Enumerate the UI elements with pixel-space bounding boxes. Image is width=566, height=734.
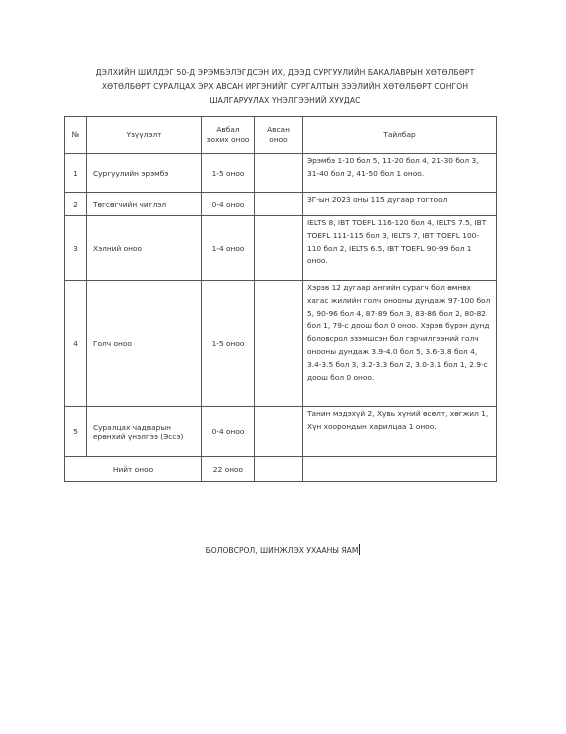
table-total-row	[65, 457, 497, 482]
total-note	[303, 457, 497, 482]
row-max-score: 1-5 оноо	[202, 281, 255, 407]
row-criteria: Сургуулийн эрэмбэ	[87, 154, 202, 193]
row-no: 5	[65, 407, 87, 457]
row-note: ЗГ-ын 2023 оны 115 дугаар тогтоол	[303, 193, 497, 216]
row-max-score: 1-4 оноо	[202, 216, 255, 281]
row-max-score: 0-4 оноо	[202, 407, 255, 457]
footer-text: БОЛОВСРОЛ, ШИНЖЛЭХ УХААНЫ ЯАМ	[205, 546, 359, 555]
table-row	[65, 193, 497, 216]
table-header-row	[65, 117, 497, 154]
row-note: Хэрэв 12 дугаар ангийн сурагч бол өмнөх хагас жилийн голч онооны дундаж 97-100 бол 5, 90-96 бол 4, 87-89 бол 3, 83-86 бол 2, 80-82 бол 1, 79-с доош бол 0 оноо. Хэрэв бүрэн дунд боловсрол эзэмшсэн бол гэрчилгээний голч онооны дундаж 3.9-4.0 бол 5, 3.6-3.8 бол 4, 3.4-3.5 бол 3, 3.2-3.3 бол 2, 3.0-3.1 бол 1, 2.9-с доош бол 0 оноо.	[303, 281, 497, 407]
row-note: IELTS 8, IBT TOEFL 116-120 бол 4, IELTS 7.5, IBT TOEFL 111-115 бол 3, IELTS 7, IBT TOEFL 100-110 бол 2, IELTS 6.5, IBT TOEFL 90-99 бол 1 оноо.	[303, 216, 497, 281]
row-no: 4	[65, 281, 87, 407]
document-title	[60, 66, 510, 108]
row-received[interactable]	[255, 216, 303, 281]
row-note: Эрэмбэ 1-10 бол 5, 11-20 бол 4, 21-30 бол 3, 31-40 бол 2, 41-50 бол 1 оноо.	[303, 154, 497, 193]
title-line-1: ДЭЛХИЙН ШИЛДЭГ 50-Д ЭРЭМБЭЛЭГДСЭН ИХ, ДЭЭД СУРГУУЛИЙН БАКАЛАВРЫН ХӨТӨЛБӨРТ	[95, 68, 475, 77]
row-criteria: Суралцах чадварын ерөнхий үнэлгээ (Эссэ)	[87, 407, 202, 457]
table-row	[65, 216, 497, 281]
row-no: 3	[65, 216, 87, 281]
row-received[interactable]	[255, 193, 303, 216]
total-received[interactable]	[255, 457, 303, 482]
title-line-3: ШАЛГАРУУЛАХ ҮНЭЛГЭЭНИЙ ХУУДАС	[209, 96, 361, 105]
footer-ministry	[0, 544, 566, 555]
row-received[interactable]	[255, 281, 303, 407]
evaluation-table	[64, 116, 497, 482]
table-row	[65, 281, 497, 407]
row-no: 1	[65, 154, 87, 193]
row-note: Танин мэдэхүй 2, Хувь хүний өсөлт, хөгжил 1, Хүн хоорондын харилцаа 1 оноо.	[303, 407, 497, 457]
row-criteria: Хэлний оноо	[87, 216, 202, 281]
header-note: Тайлбар	[303, 117, 497, 154]
row-criteria: Төгсөгчийн чиглэл	[87, 193, 202, 216]
row-received[interactable]	[255, 407, 303, 457]
header-received: Авсан оноо	[255, 117, 303, 154]
row-criteria: Голч оноо	[87, 281, 202, 407]
text-cursor	[359, 544, 360, 555]
header-criteria: Үзүүлэлт	[87, 117, 202, 154]
title-line-2: ХӨТӨЛБӨРТ СУРАЛЦАХ ЭРХ АВСАН ИРГЭНИЙГ СУРГАЛТЫН ЗЭЭЛИЙН ХӨТӨЛБӨРТ СОНГОН	[101, 82, 469, 91]
row-received[interactable]	[255, 154, 303, 193]
header-no: №	[65, 117, 87, 154]
total-label: Нийт оноо	[65, 457, 202, 482]
header-max-score: Авбал зохих оноо	[202, 117, 255, 154]
row-max-score: 0-4 оноо	[202, 193, 255, 216]
table-row	[65, 407, 497, 457]
row-no: 2	[65, 193, 87, 216]
row-max-score: 1-5 оноо	[202, 154, 255, 193]
total-max-score: 22 оноо	[202, 457, 255, 482]
table-row	[65, 154, 497, 193]
